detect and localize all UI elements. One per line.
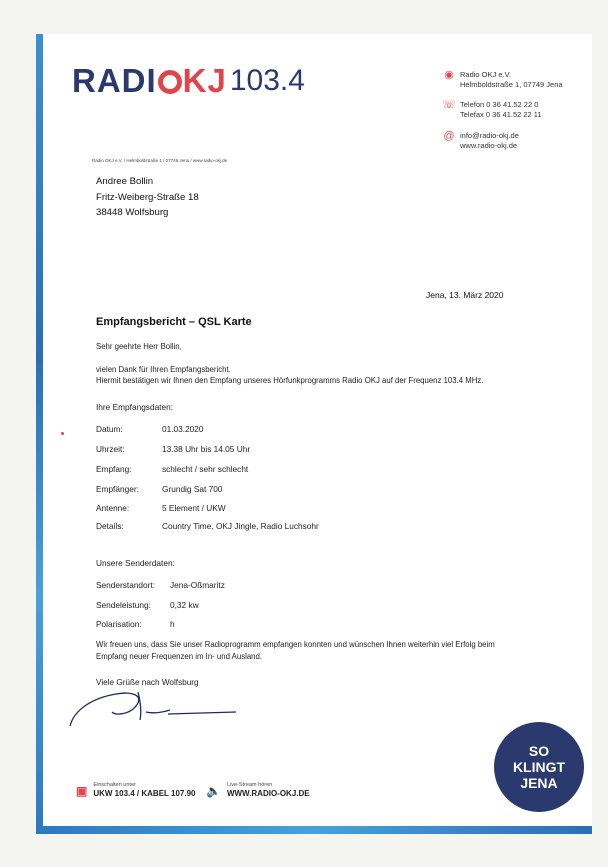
badge-line-3: JENA [520, 775, 558, 791]
body-paragraph-2: Hiermit bestätigen wir Ihnen den Empfang unseres Hörfunkprogramms Radio OKJ auf der Frequenz 103.4 MHz. [96, 376, 484, 385]
badge-line-2: KLINGT [512, 759, 566, 775]
contact-street: Helmboldstraße 1, 07749 Jena [460, 79, 563, 89]
contact-org: Radio OKJ e.V. [460, 70, 512, 79]
station-heading: Unsere Senderdaten: [96, 558, 175, 568]
contact-website[interactable]: www.radio-okj.de [460, 140, 518, 150]
location-pin-icon: ◉ [444, 69, 454, 81]
reception-label: Empfang: [96, 464, 132, 474]
reception-label: Uhrzeit: [96, 444, 125, 454]
letter-subject: Empfangsbericht – QSL Karte [96, 316, 252, 328]
body-paragraph-1: vielen Dank für Ihren Empfangsbericht. [96, 365, 231, 374]
footer-stream-url[interactable]: WWW.RADIO-OKJ.DE [226, 789, 310, 798]
reception-value: 13.38 Uhr bis 14.05 Uhr [162, 444, 251, 454]
badge-line-1: SO [528, 743, 550, 759]
station-value: h [170, 619, 175, 629]
speaker-icon: 🔈 [206, 783, 221, 798]
station-value: 0,32 kw [170, 600, 199, 610]
page-edge-bottom [36, 826, 592, 834]
station-label: Sendeleistung: [96, 600, 151, 610]
contact-telefax: Telefax 0 36 41.52 22 11 [460, 109, 542, 119]
contact-telefon: Telefon 0 36 41.52 22 0 [460, 100, 539, 109]
reception-label: Antenne: [96, 503, 130, 513]
footer-stream [206, 782, 310, 799]
footer-ukw [76, 782, 195, 799]
recipient-name: Andree Bollin [96, 176, 154, 187]
reception-value: 01.03.2020 [162, 424, 204, 434]
reception-value: Country Time, OKJ Jingle, Radio Luchsohr [162, 521, 319, 531]
so-klingt-jena-badge [494, 722, 584, 812]
contact-address [442, 70, 563, 89]
logo-frequency: 103.4 [229, 64, 305, 97]
regards: Viele Grüße nach Wolfsburg [96, 678, 199, 687]
closing-paragraph-2: Empfang neuer Frequenzen im In- und Ausland. [96, 652, 263, 661]
contact-online [442, 131, 519, 150]
station-label: Polarisation: [96, 619, 142, 629]
logo-o-icon [158, 70, 182, 94]
contact-phone [442, 100, 542, 119]
reception-heading: Ihre Empfangsdaten: [96, 402, 174, 412]
letter-page [36, 34, 592, 834]
reception-value: Grundig Sat 700 [162, 484, 223, 494]
radio-icon: ▣ [76, 783, 88, 798]
letter-date: Jena, 13. März 2020 [426, 290, 504, 300]
salutation: Sehr geehrte Herr Bollin, [96, 342, 182, 351]
reception-label: Details: [96, 521, 124, 531]
footer-stream-caption: Live-Stream hören [226, 782, 273, 788]
station-label: Senderstandort: [96, 580, 156, 590]
footer-ukw-caption: Einschalten unter [93, 782, 136, 788]
footer-ukw-frequency: UKW 103.4 / KABEL 107.90 [93, 789, 196, 798]
page-edge-left [36, 34, 43, 834]
sender-line: Radio OKJ e.V. / Helmboldstraße 1 / 07749 Jena / www.radio-okj.de [92, 158, 228, 163]
logo-text-radio: RADI [72, 62, 157, 99]
logo-text-kj: KJ [182, 62, 227, 99]
reception-label: Empfänger: [96, 484, 139, 494]
reception-value: schlecht / sehr schlecht [162, 464, 249, 474]
stray-mark [61, 432, 64, 435]
recipient-city: 38448 Wolfsburg [96, 207, 169, 218]
contact-email[interactable]: info@radio-okj.de [460, 131, 519, 140]
at-sign-icon: @ [443, 130, 455, 142]
phone-icon: ☏ [442, 99, 456, 111]
closing-paragraph-1: Wir freuen uns, dass Sie unser Radioprogramm empfangen konnten und wünschen Ihnen weiterhin viel Erfolg beim [96, 640, 495, 649]
recipient-street: Fritz-Weiberg-Straße 18 [96, 192, 199, 203]
station-value: Jena-Oßmaritz [170, 580, 225, 590]
reception-value: 5 Element / UKW [162, 503, 226, 513]
radio-okj-logo [72, 62, 305, 100]
reception-label: Datum: [96, 424, 123, 434]
signature [64, 686, 244, 732]
